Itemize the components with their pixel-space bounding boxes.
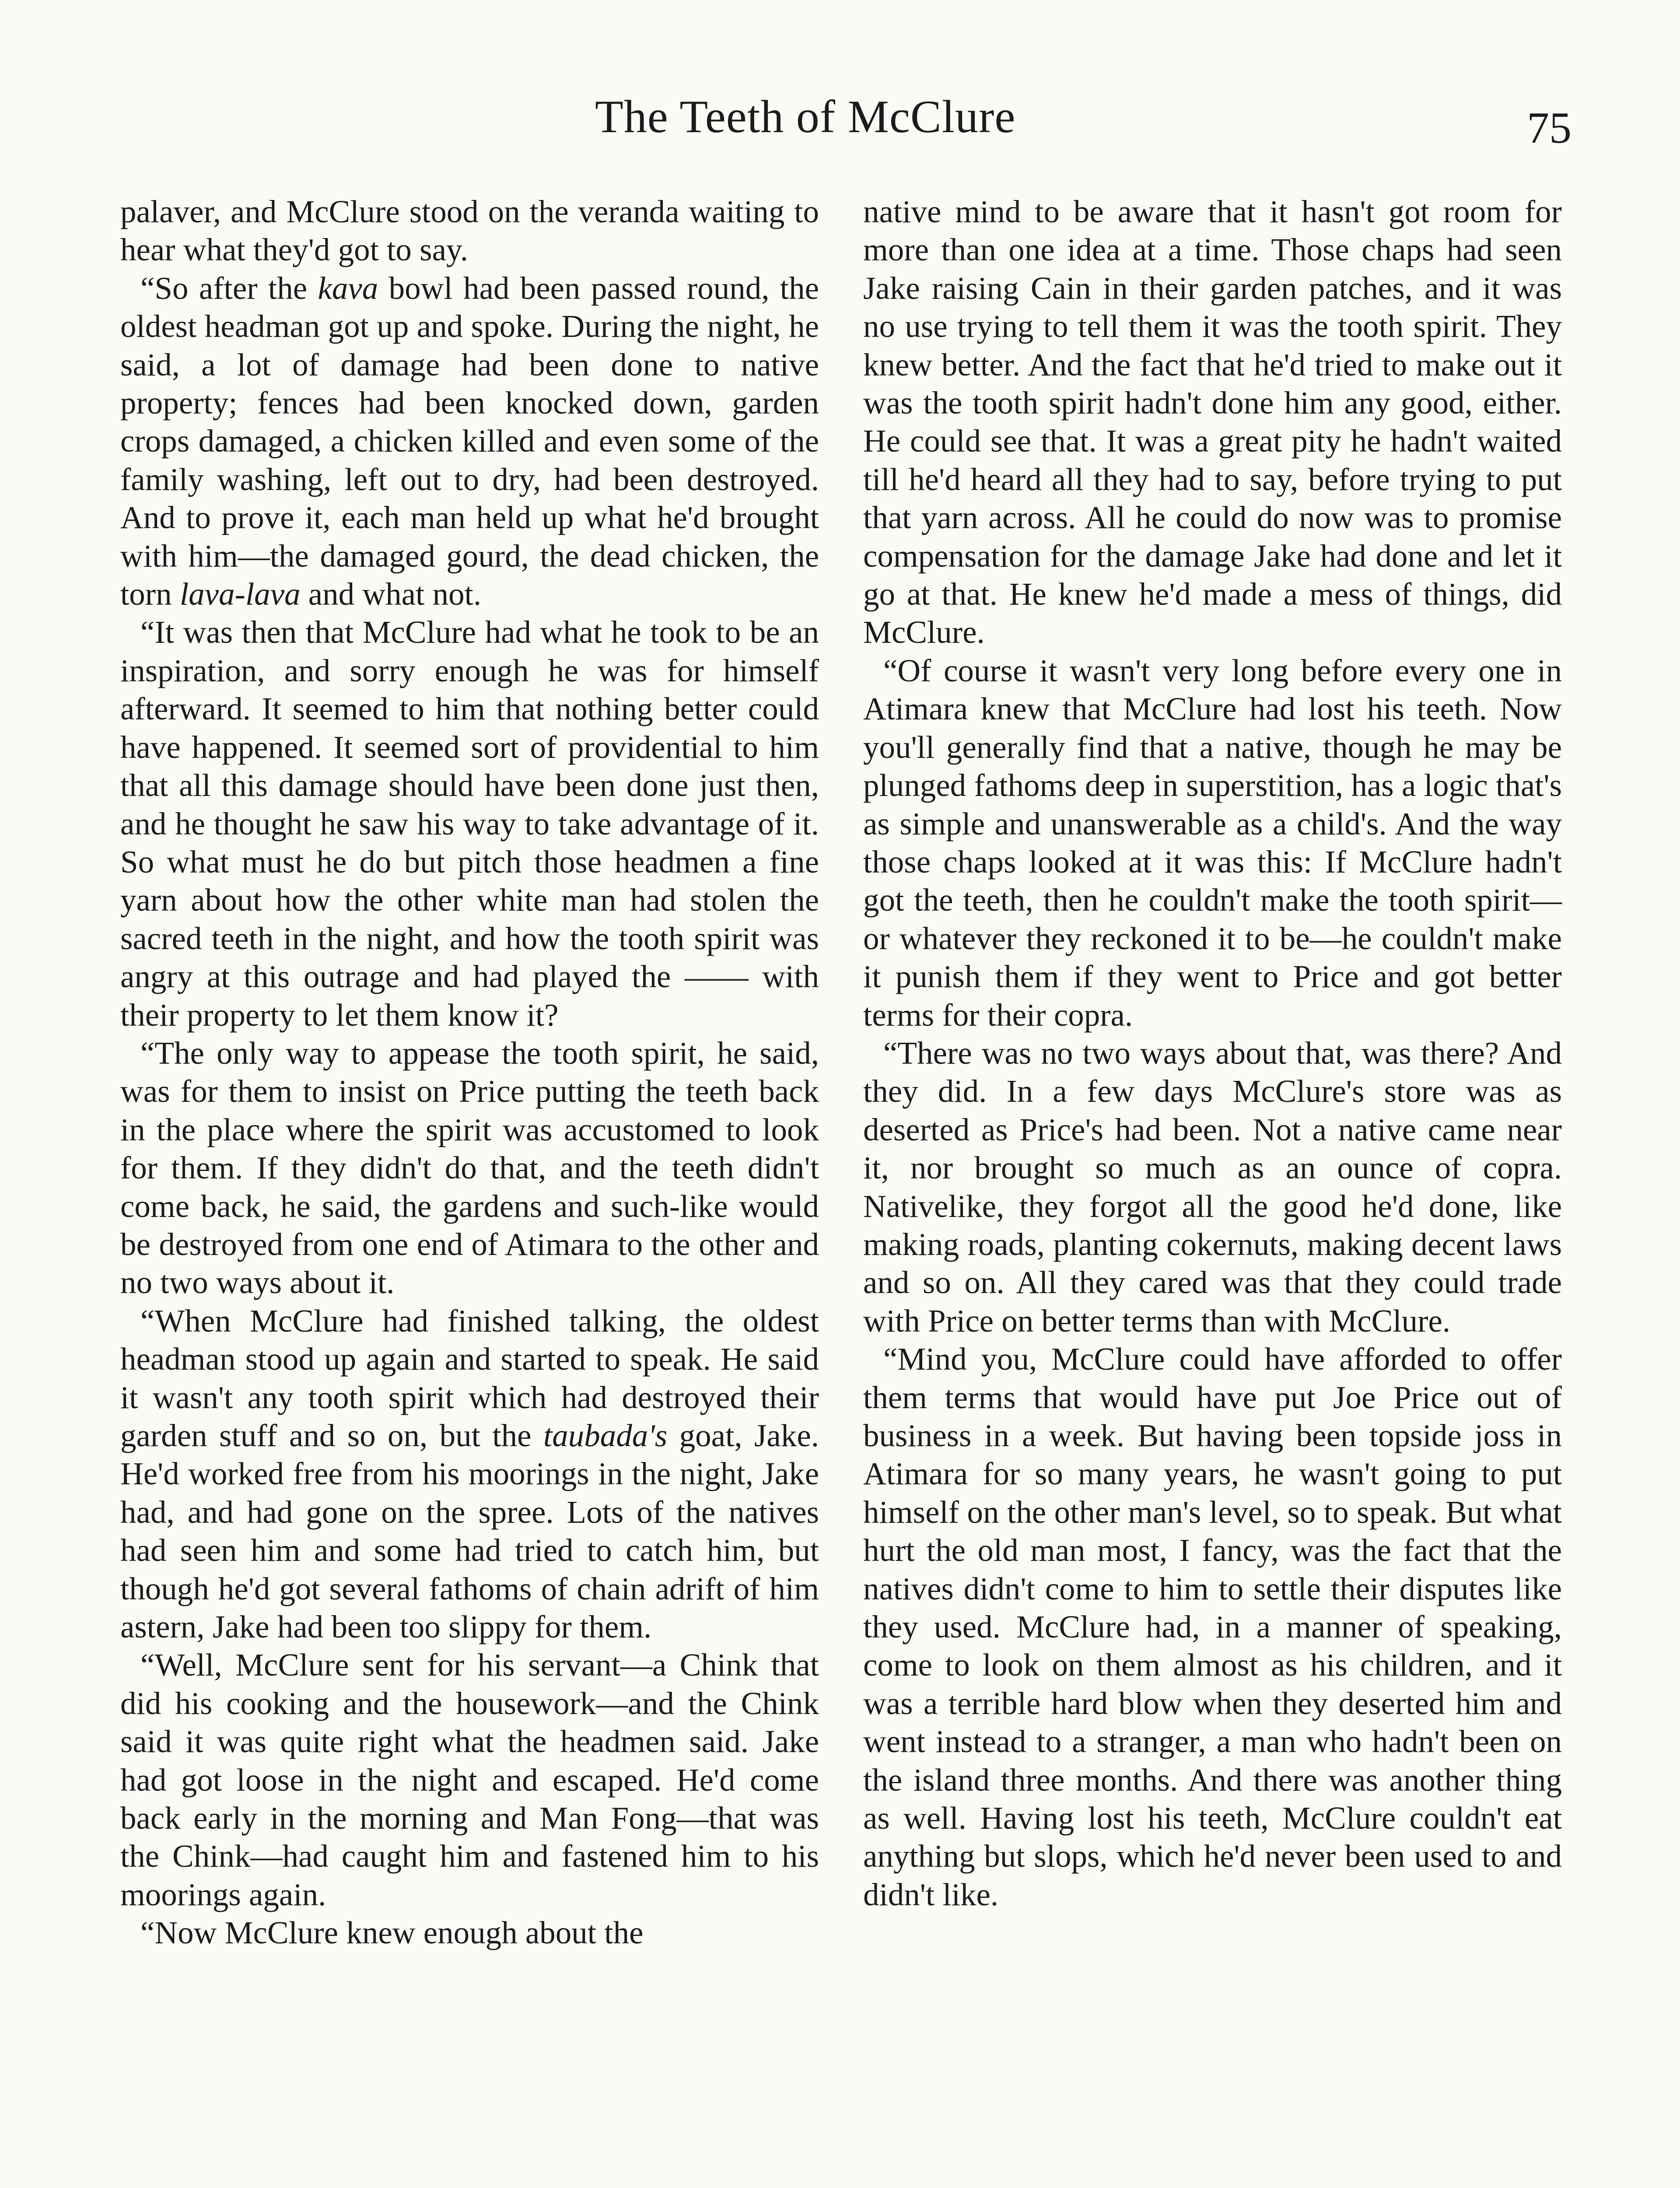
page-number: 75 <box>1527 103 1572 153</box>
paragraph: “Well, McClure sent for his servant—a Chink that did his cooking and the housework—and the Chink said it was quite right what the headmen said. Jake had got loose in the night and escaped. He'd come back early in the morning and Man Fong—that was the Chink—had caught him and fastened him to his moorings again. <box>120 1647 819 1912</box>
paragraph: “It was then that McClure had what he took to be an inspiration, and sorry enough he was for himself afterward. It seemed to him that nothing better could have happened. It seemed sort of providential to him that all this damage should have been done just then, and he thought he saw his way to take advantage of it. So what must he do but pitch those headmen a fine yarn about how the other white man had stolen the sacred teeth in the night, and how the tooth spirit was angry at this outrage and had played the —— with their property to let them know it? <box>120 614 819 1033</box>
paragraph: “Mind you, McClure could have afforded to offer them terms that would have put Joe Price out of business in a week. But having been topside joss in Atimara for so many years, he wasn't going to put himself on the other man's level, so to speak. But what hurt the old man most, I fancy, was the fact that the natives didn't come to him to settle their disputes like they used. McClure had, in a manner of speaking, come to look on them almost as his children, and it was a terrible hard blow when they deserted him and went instead to a stranger, a man who hadn't been on the island three months. And there was another thing as well. Having lost his teeth, McClure couldn't eat anything but slops, which he'd never been used to and didn't like. <box>863 1341 1562 1912</box>
paragraph: “So after the kava bowl had been passed round, the oldest headman got up and spoke. During the night, he said, a lot of damage had been done to native property; fences had been knocked down, garden crops damaged, a chicken killed and even some of the family washing, left out to dry, had been destroyed. And to prove it, each man held up what he'd brought with him—the damaged gourd, the dead chicken, the torn lava-lava and what not. <box>120 270 819 612</box>
paragraph: “Now McClure knew enough about the <box>140 1915 644 1951</box>
paragraph: “When McClure had finished talking, the oldest headman stood up again and started to speak. He said it wasn't any tooth spirit which had destroyed their garden stuff and so on, but the taubada's goat, Jake. He'd worked free from his moorings in the night, Jake had, and had gone on the spree. Lots of the natives had seen him and some had tried to catch him, but though he'd got several fathoms of chain adrift of him astern, Jake had been too slippy for them. <box>120 1303 819 1645</box>
right-text-column <box>863 193 1562 1914</box>
italic-term: taubada's <box>543 1418 668 1453</box>
paragraph: native mind to be aware that it hasn't got room for more than one idea at a time. Those chaps had seen Jake raising Cain in their garden patches, and it was no use trying to tell them it was the tooth spirit. They knew better. And the fact that he'd tried to make out it was the tooth spirit hadn't done him any good, either. He could see that. It was a great pity he hadn't waited till he'd heard all they had to say, before trying to put that yarn across. All he could do now was to promise compensation for the damage Jake had done and let it go at that. He knew he'd made a mess of things, did McClure. <box>863 194 1562 650</box>
left-text-column <box>120 193 819 1952</box>
paragraph: “There was no two ways about that, was there? And they did. In a few days McClure's store was as deserted as Price's had been. Not a native came near it, nor brought so much as an ounce of copra. Nativelike, they forgot all the good he'd done, like making roads, planting cokernuts, making decent laws and so on. All they cared was that they could trade with Price on better terms than with McClure. <box>863 1035 1562 1339</box>
paragraph: “The only way to appease the tooth spirit, he said, was for them to insist on Price putting the teeth back in the place where the spirit was accustomed to look for them. If they didn't do that, and the teeth didn't come back, he said, the gardens and such-like would be destroyed from one end of Atimara to the other and no two ways about it. <box>120 1035 819 1301</box>
page-header <box>0 77 1680 165</box>
italic-term: lava-lava <box>179 576 301 612</box>
paragraph: palaver, and McClure stood on the veranda waiting to hear what they'd got to say. <box>120 194 819 268</box>
italic-term: kava <box>318 270 378 306</box>
paragraph: “Of course it wasn't very long before every one in Atimara knew that McClure had lost his teeth. Now you'll generally find that a native, though he may be plunged fathoms deep in superstition, has a logic that's as simple and unanswerable as a child's. And the way those chaps looked at it was this: If McClure hadn't got the teeth, then he couldn't make the tooth spirit—or whatever they reckoned it to be—he couldn't make it punish them if they went to Price and got better terms for their copra. <box>863 652 1562 1033</box>
running-title: The Teeth of McClure <box>595 91 1016 142</box>
